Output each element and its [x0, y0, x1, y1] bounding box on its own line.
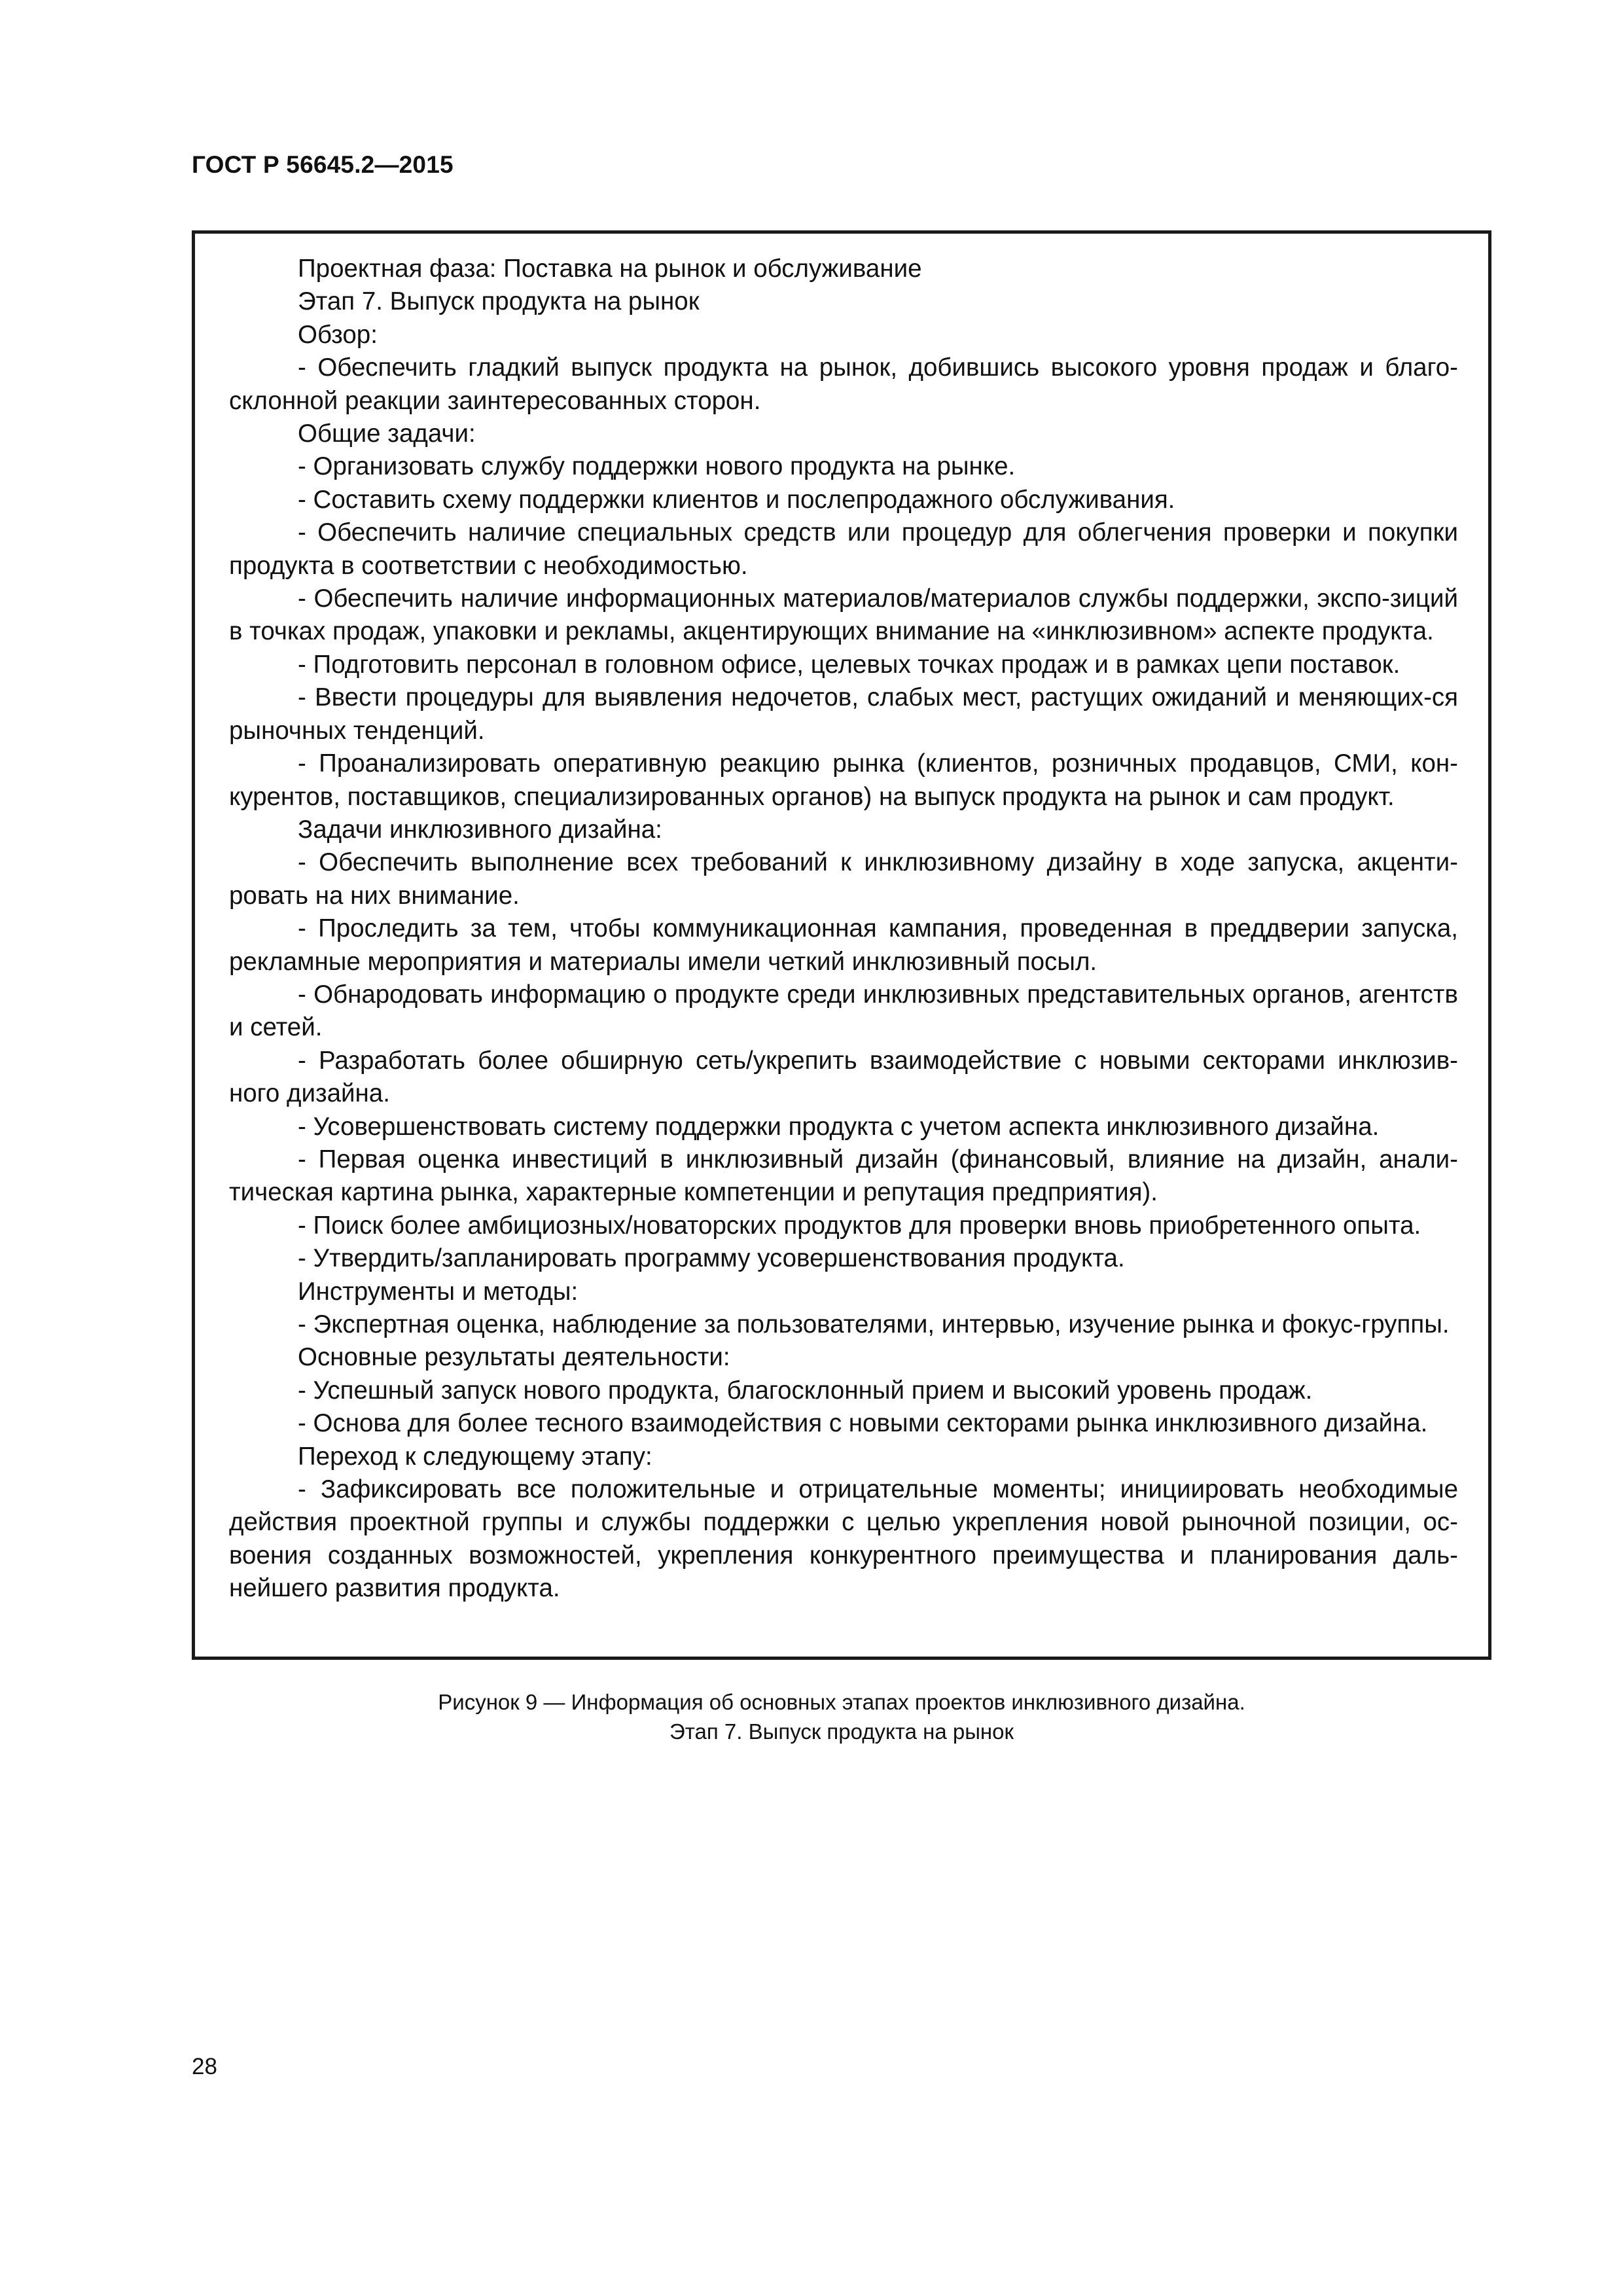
document-header: ГОСТ Р 56645.2—2015 — [192, 151, 454, 178]
list-item: - Подготовить персонал в головном офисе, целевых точках продаж и в рамках цепи поставок. — [298, 650, 1400, 679]
list-item: - Основа для более тесного взаимодействия с новыми секторами рынка инклюзивного дизайна. — [298, 1409, 1428, 1438]
stage-title: Этап 7. Выпуск продукта на рынок — [298, 287, 700, 316]
list-item: - Ввести процедуры для выявления недочетов, слабых мест, растущих ожиданий и меняющих-ся рыночных тенденций. — [229, 683, 1458, 745]
section-heading-next-stage: Переход к следующему этапу: — [298, 1442, 652, 1471]
list-item: - Экспертная оценка, наблюдение за пользователями, интервью, изучение рынка и фокус-группы. — [298, 1310, 1450, 1338]
list-item: - Проанализировать оперативную реакцию рынка (клиентов, розничных продавцов, СМИ, кон-курентов, поставщиков, специализированных органов) на выпуск продукта на рынок и сам продукт. — [229, 749, 1458, 811]
figure-caption-line-1: Рисунок 9 — Информация об основных этапах проектов инклюзивного дизайна. — [438, 1690, 1245, 1714]
page-number: 28 — [192, 2054, 217, 2079]
phase-title: Проектная фаза: Поставка на рынок и обслуживание — [298, 255, 922, 283]
figure-box — [192, 230, 1491, 1660]
list-item: - Составить схему поддержки клиентов и послепродажного обслуживания. — [298, 485, 1175, 514]
list-item: - Зафиксировать все положительные и отрицательные моменты; инициировать необходимые действия проектной группы и службы поддержки с целью укрепления новой рыночной позиции, ос-воения созданных возможностей, укрепления конкурентного преимущества и планирования даль-нейшего развития продукта. — [229, 1475, 1458, 1603]
section-heading-overview: Обзор: — [298, 320, 378, 349]
list-item: - Утвердить/запланировать программу усовершенствования продукта. — [298, 1244, 1125, 1273]
list-item: - Поиск более амбициозных/новаторских продуктов для проверки вновь приобретенного опыта. — [298, 1211, 1421, 1240]
list-item: - Успешный запуск нового продукта, благосклонный прием и высокий уровень продаж. — [298, 1376, 1313, 1405]
section-heading-inclusive-design-tasks: Задачи инклюзивного дизайна: — [298, 815, 662, 844]
list-item: - Усовершенствовать систему поддержки продукта с учетом аспекта инклюзивного дизайна. — [298, 1112, 1380, 1141]
list-item: - Обеспечить наличие специальных средств или процедур для облегчения проверки и покупки продукта в соответствии с необходимостью. — [229, 518, 1458, 580]
list-item: - Обеспечить наличие информационных материалов/материалов службы поддержки, экспо-зиций в точках продаж, упаковки и рекламы, акцентирующих внимание на «инклюзивном» аспекте продукта. — [229, 584, 1458, 646]
figure-caption — [192, 1687, 1491, 1746]
figure-box-content — [229, 253, 1458, 1605]
list-item: - Организовать службу поддержки нового продукта на рынке. — [298, 452, 1016, 481]
figure-caption-line-2: Этап 7. Выпуск продукта на рынок — [669, 1719, 1014, 1744]
section-heading-tools-methods: Инструменты и методы: — [298, 1277, 579, 1306]
list-item: - Обнародовать информацию о продукте среди инклюзивных представительных органов, агентств и сетей. — [229, 980, 1458, 1042]
list-item: - Разработать более обширную сеть/укрепить взаимодействие с новыми секторами инклюзив-ного дизайна. — [229, 1046, 1458, 1108]
list-item: - Проследить за тем, чтобы коммуникационная кампания, проведенная в преддверии запуска, рекламные мероприятия и материалы имели четкий инклюзивный посыл. — [229, 914, 1458, 976]
section-heading-general-tasks: Общие задачи: — [298, 420, 476, 448]
list-item: - Обеспечить выполнение всех требований к инклюзивному дизайну в ходе запуска, акценти-ровать на них внимание. — [229, 848, 1458, 910]
list-item: - Первая оценка инвестиций в инклюзивный дизайн (финансовый, влияние на дизайн, анали-тическая картина рынка, характерные компетенции и репутация предприятия). — [229, 1145, 1458, 1207]
list-item: - Обеспечить гладкий выпуск продукта на рынок, добившись высокого уровня продаж и благо-склонной реакции заинтересованных сторон. — [229, 353, 1458, 415]
section-heading-main-results: Основные результаты деятельности: — [298, 1343, 730, 1372]
